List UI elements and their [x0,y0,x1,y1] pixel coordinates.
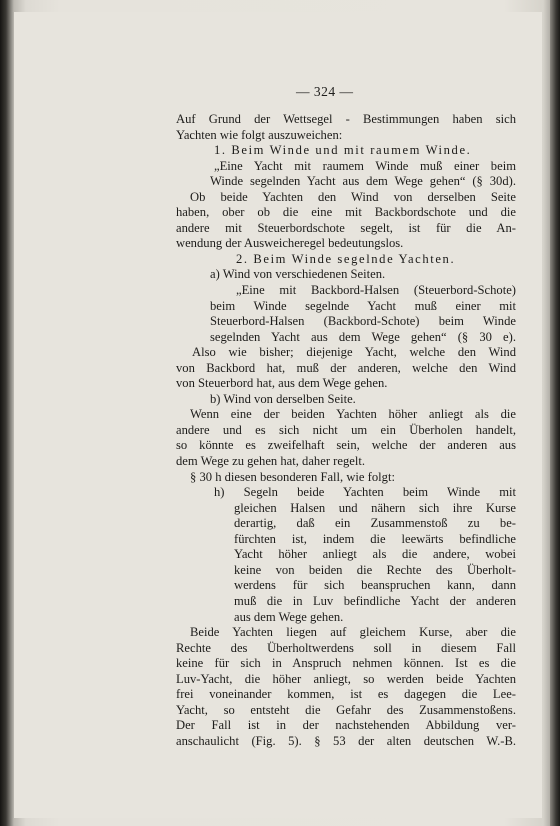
text-line: Yacht, so entsteht die Gefahr des Zusammenstoßens. [176,702,516,717]
page-number: — 324 — [296,84,354,99]
text-line: keine für sich in Anspruch nehmen können. Ist es die [176,656,516,671]
text-line: frei voneinander kommen, ist es dagegen die Lee- [176,687,516,702]
text-line: beim Winde segelnde Yacht muß einer mit [210,298,516,313]
body-text [176,112,516,749]
text-line: Winde segelnden Yacht aus dem Wege gehen“ (§ 30d). [210,174,516,189]
text-line: wendung der Ausweicheregel bedeutungslos. [176,236,404,251]
text-line: fürchten ist, indem die leewärts befindliche [234,531,516,546]
text-line: von Steuerbord hat, aus dem Wege gehen. [176,376,388,391]
text-line: Yachten wie folgt auszuweichen: [176,127,343,142]
text-line: a) Wind von verschiedenen Seiten. [210,267,386,282]
text-line: Auf Grund der Wettsegel - Bestimmungen haben sich [176,112,516,126]
book-spine-edge [550,0,560,826]
text-line: andere mit Steuerbordschote segelt, ist für die An- [176,220,516,235]
text-line: keine von beiden die Rechte des Überholt- [234,562,516,577]
text-line: so könnte es zweifelhaft sein, welche der anderen aus [176,438,516,453]
text-line: anschaulicht (Fig. 5). § 53 der alten deutschen W.-B. [176,733,516,748]
text-line: 2. Beim Winde segelnde Yachten. [236,251,456,266]
text-line: von Backbord hat, muß der anderen, welche den Wind [176,360,516,375]
text-line: gleichen Halsen und nähern sich ihre Kurse [234,500,516,515]
text-line: Yacht höher anliegt als die andere, wobei [234,547,516,562]
text-line: Ob beide Yachten den Wind von derselben Seite [190,189,516,204]
text-line: muß die in Luv befindliche Yacht der anderen [234,593,516,608]
text-line: b) Wind von derselben Seite. [210,391,356,406]
text-line: § 30 h diesen besonderen Fall, wie folgt: [190,469,395,484]
text-line: haben, ober ob die eine mit Backbordschote und die [176,205,516,220]
text-line: Wenn eine der beiden Yachten höher anliegt als die [190,407,516,422]
text-line: 1. Beim Winde und mit raumem Winde. [214,143,472,158]
text-line: h) Segeln beide Yachten beim Winde mit [214,485,516,500]
text-line: „Eine Yacht mit raumem Winde muß einer beim [214,158,516,173]
text-line: dem Wege zu gehen hat, daher regelt. [176,454,365,469]
text-line: Luv-Yacht, die höher anliegt, so werden beide Yachten [176,671,516,686]
text-line: aus dem Wege gehen. [234,609,344,624]
text-line: Der Fall ist in der nachstehenden Abbildung ver- [176,718,516,733]
book-page [14,12,542,818]
text-line: Beide Yachten liegen auf gleichem Kurse, aber die [190,625,516,640]
text-line: andere und es sich nicht um ein Überholen handelt, [176,422,516,437]
text-line: derartig, daß ein Zusammenstoß zu be- [234,516,516,531]
text-line: Also wie bisher; diejenige Yacht, welche den Wind [192,345,516,360]
text-line: Steuerbord-Halsen (Backbord-Schote) beim Winde [210,314,516,329]
text-line: „Eine mit Backbord-Halsen (Steuerbord-Schote) [236,283,516,298]
text-line: werdens für sich beanspruchen kann, dann [234,578,516,593]
text-line: segelnden Yacht aus dem Wege gehen“ (§ 30 e). [210,329,516,344]
text-line: Rechte des Überholtwerdens soll in diesem Fall [176,640,516,655]
